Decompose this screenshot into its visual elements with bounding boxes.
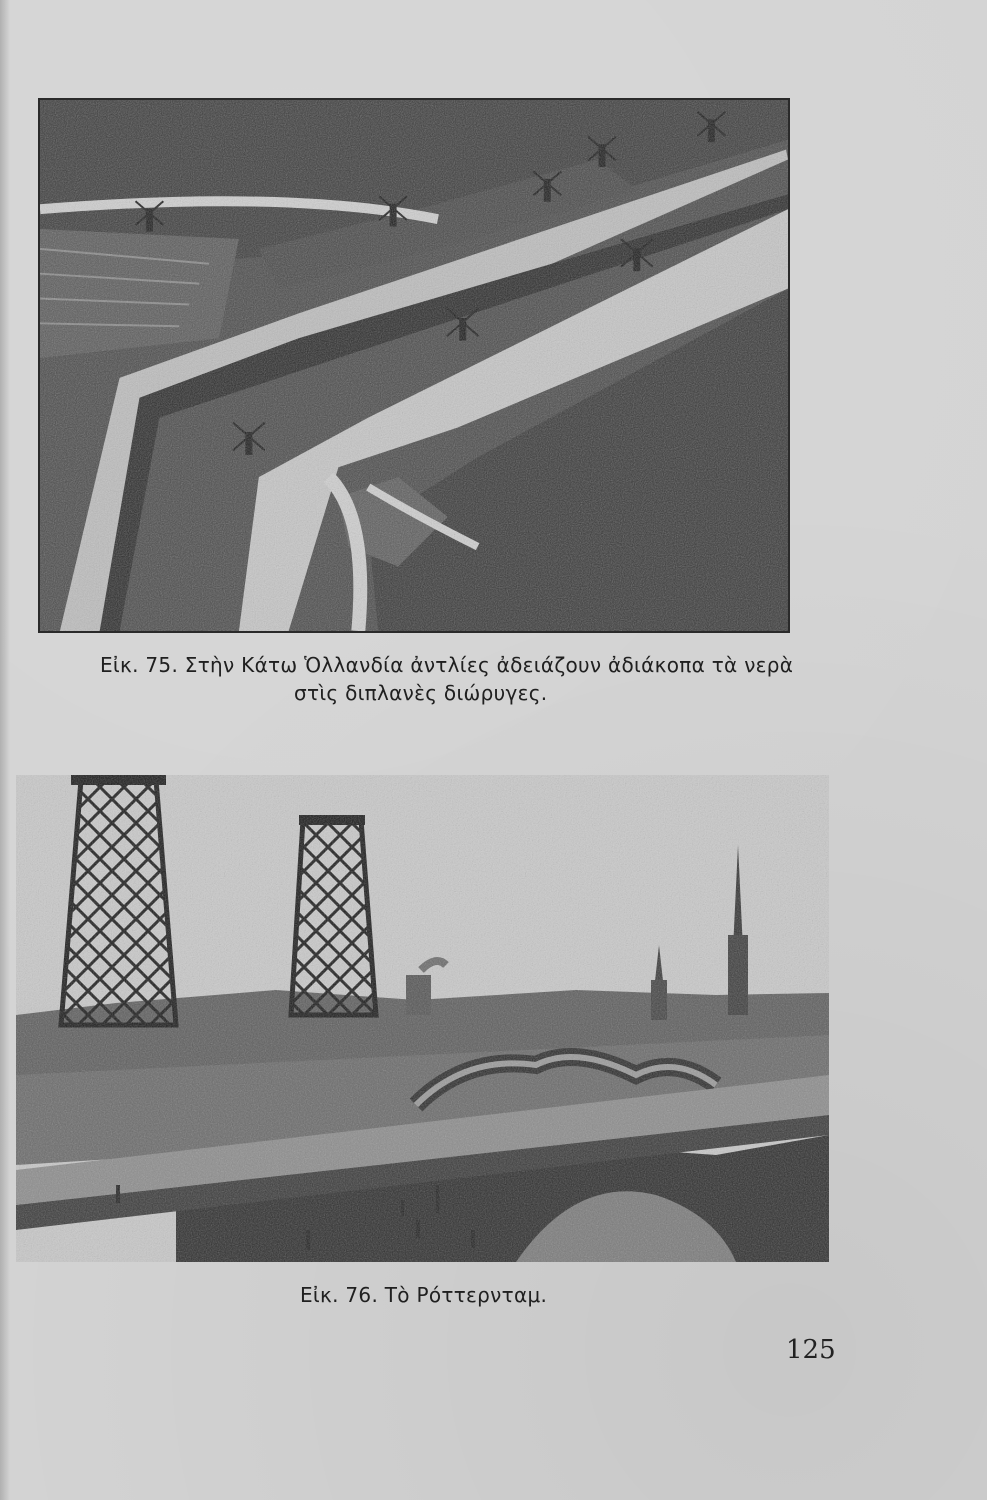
figure-76-caption: Εἰκ. 76. Τὸ Ρόττερνταμ. (300, 1283, 548, 1307)
figure-75-caption-line1: Εἰκ. 75. Στὴν Κάτω Ὁλλανδία ἀντλίες ἀδειάζουν ἀδιάκοπα τὰ νερὰ (100, 653, 794, 677)
figure-76-photo (16, 775, 829, 1262)
page-number: 125 (786, 1335, 836, 1365)
rotterdam-bridge-image (16, 775, 829, 1262)
figure-75-photo (38, 98, 790, 633)
canal-aerial-image (40, 100, 788, 631)
figure-75-caption-line2: στὶς διπλανὲς διώρυγες. (294, 681, 548, 705)
